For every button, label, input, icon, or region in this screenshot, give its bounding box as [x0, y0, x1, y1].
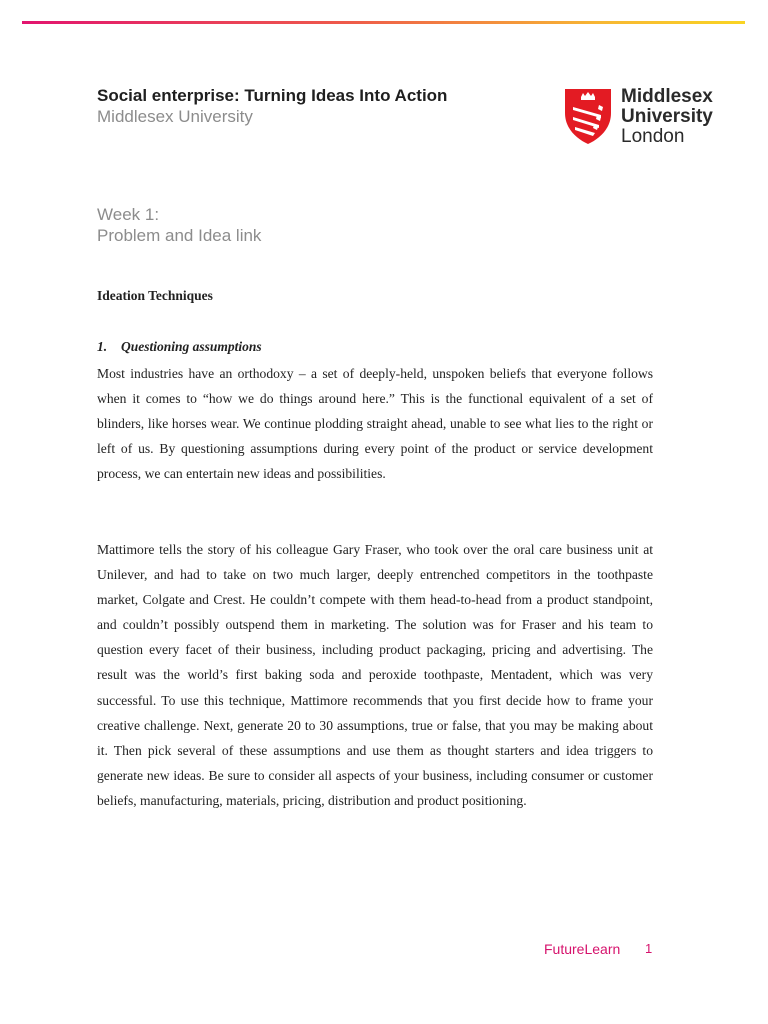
course-title: Social enterprise: Turning Ideas Into Action [97, 86, 448, 105]
section-heading: Ideation Techniques [97, 288, 213, 303]
course-subtitle: Middlesex University [97, 107, 253, 126]
logo-line-2: University [621, 106, 713, 127]
subsection-number: 1. [97, 339, 108, 354]
shield-icon [563, 87, 613, 145]
logo-line-1: Middlesex [621, 86, 713, 107]
top-accent-bar [22, 21, 745, 24]
body-paragraph: Mattimore tells the story of his colleague Gary Fraser, who took over the oral care business unit at Unilever, and had to take on two much larger, deeply entrenched competitors in the toothpaste market, Colgate and Crest. He couldn’t compete with them head-to-head from a product standpoint, and couldn’t possibly outspend them in marketing. The solution was for Fraser and his team to question every facet of their business, including product packaging, pricing and advertising. The result was the world’s first baking soda and peroxide toothpaste, Mentadent, which was very successful. To use this technique, Mattimore recommends that you first decide how to frame your creative challenge. Next, generate 20 to 30 assumptions, true or false, that you may be making about it. Then pick several of these assumptions and use them as thought starters and idea triggers to generate new ideas. Be sure to consider all aspects of your business, including consumer or customer beliefs, manufacturing, materials, pricing, distribution and product positioning. [97, 542, 653, 808]
subsection-title: Questioning assumptions [121, 339, 262, 354]
week-label: Week 1: [97, 205, 160, 224]
footer-brand: FutureLearn [544, 941, 621, 957]
page-number: 1 [645, 941, 653, 956]
logo-line-3: London [621, 126, 685, 147]
subsection-heading [97, 339, 262, 355]
week-topic: Problem and Idea link [97, 226, 262, 245]
university-logo [563, 87, 733, 149]
logo-wordmark [621, 87, 713, 147]
body-paragraph: Most industries have an orthodoxy – a set of deeply-held, unspoken beliefs that everyone follows when it comes to “how we do things around here.” This is the functional equivalent of a set of blinders, like horses wear. We continue plodding straight ahead, unable to see what lies to the right or left of us. By questioning assumptions during every point of the product or service development process, we can entertain new ideas and possibilities. [97, 366, 653, 482]
